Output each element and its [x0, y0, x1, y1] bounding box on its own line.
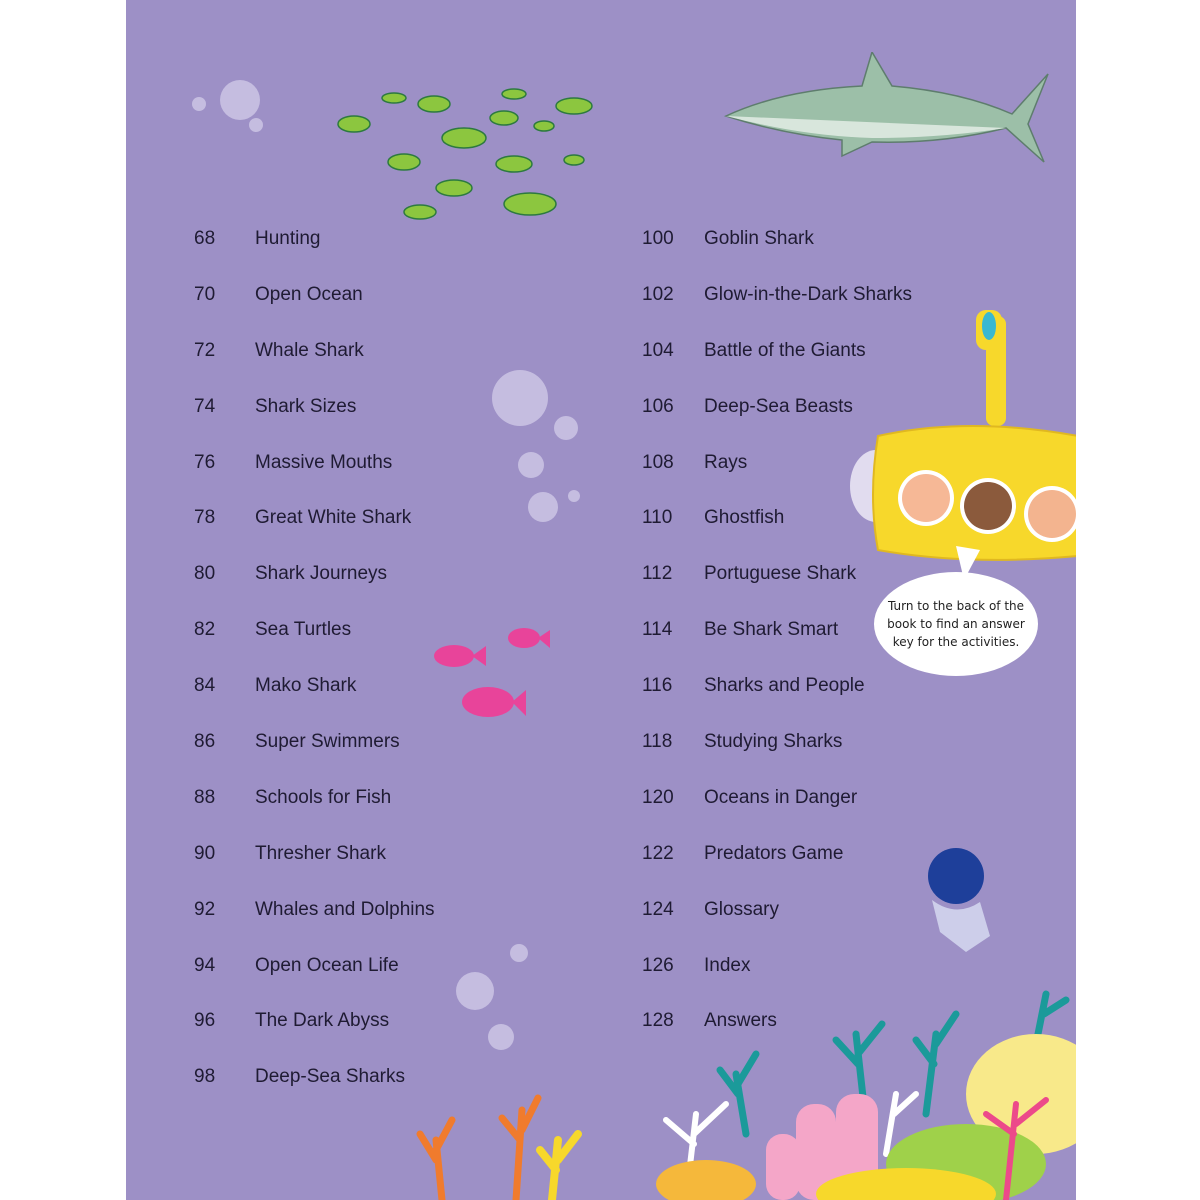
toc-title: Oceans in Danger	[704, 786, 858, 808]
bubble-icon	[249, 118, 263, 132]
toc-title: Whale Shark	[255, 339, 364, 361]
toc-title: Be Shark Smart	[704, 619, 839, 641]
toc-title: Open Ocean	[255, 283, 363, 305]
fish-school-icon	[334, 84, 614, 224]
toc-page-number: 82	[194, 619, 216, 641]
toc-title: Mako Shark	[255, 675, 357, 697]
toc-page-number: 106	[642, 395, 674, 417]
toc-page-number: 104	[642, 339, 674, 361]
toc-page-number: 126	[642, 954, 674, 976]
toc-title: Ghostfish	[704, 507, 785, 529]
toc-page-number: 98	[194, 1066, 216, 1088]
toc-page-number: 114	[642, 619, 673, 641]
toc-page-number: 94	[194, 954, 216, 976]
toc-page-number: 96	[194, 1010, 216, 1032]
coral-left-icon	[412, 1090, 602, 1200]
toc-title: Answers	[704, 1010, 777, 1032]
toc-title: Schools for Fish	[255, 786, 392, 808]
pink-fish-icon	[430, 622, 560, 726]
toc-page-number: 76	[194, 451, 216, 473]
toc-page-number: 100	[642, 228, 674, 249]
bubble-icon	[220, 80, 260, 120]
shark-icon	[722, 52, 1052, 168]
toc-page-number: 80	[194, 563, 216, 585]
toc-page-number: 128	[642, 1010, 674, 1032]
speech-bubble: Turn to the back of the book to find an answer key for the activities.	[874, 572, 1038, 676]
toc-page-number: 72	[194, 339, 216, 361]
toc-title: Rays	[704, 451, 748, 473]
toc-title: Battle of the Giants	[704, 339, 866, 361]
toc-page-number: 92	[194, 898, 216, 920]
toc-title: Open Ocean Life	[255, 954, 399, 976]
toc-page-number: 90	[194, 842, 216, 864]
toc-title: Shark Sizes	[255, 395, 357, 417]
toc-title: Shark Journeys	[255, 563, 388, 585]
submarine-icon	[848, 306, 1076, 576]
toc-page-number: 86	[194, 731, 216, 753]
toc-title: Glow-in-the-Dark Sharks	[704, 283, 912, 305]
book-page	[126, 0, 1076, 1200]
toc-page-number: 102	[642, 283, 674, 305]
toc-title: Deep-Sea Beasts	[704, 395, 853, 417]
toc-title: Glossary	[704, 898, 779, 920]
bubble-icon	[492, 370, 548, 426]
toc-title: Deep-Sea Sharks	[255, 1066, 405, 1088]
toc-title: Index	[704, 954, 751, 976]
toc-page-number: 84	[194, 675, 216, 697]
toc-page-number: 120	[642, 786, 674, 808]
toc-title: Whales and Dolphins	[255, 898, 435, 920]
toc-title: Sharks and People	[704, 675, 865, 697]
toc-page-number: 116	[642, 675, 673, 697]
toc-page-number: 124	[642, 898, 674, 920]
toc-page-number: 110	[642, 507, 673, 529]
toc-page-number: 118	[642, 731, 673, 753]
toc-title: Predators Game	[704, 842, 844, 864]
bubble-icon	[192, 97, 206, 111]
toc-title: Massive Mouths	[255, 451, 393, 473]
toc-title: Portuguese Shark	[704, 563, 857, 585]
jellyfish-icon	[926, 846, 1006, 956]
toc-page-number: 108	[642, 451, 674, 473]
toc-page-number: 74	[194, 395, 216, 417]
toc-title: Great White Shark	[255, 507, 412, 529]
toc-title: Goblin Shark	[704, 228, 814, 249]
toc-title: Hunting	[255, 228, 321, 249]
toc-page-number: 112	[642, 563, 673, 585]
toc-page-number: 78	[194, 507, 216, 529]
toc-title: The Dark Abyss	[255, 1010, 390, 1032]
toc-page-number: 70	[194, 283, 216, 305]
bubble-icon	[510, 944, 528, 962]
bubble-icon	[488, 1024, 514, 1050]
toc-page-number: 122	[642, 842, 674, 864]
toc-page-number: 88	[194, 786, 216, 808]
toc-title: Super Swimmers	[255, 731, 400, 753]
toc-title: Studying Sharks	[704, 731, 843, 753]
toc-title: Sea Turtles	[255, 619, 352, 641]
bubble-icon	[568, 490, 580, 502]
bubble-icon	[518, 452, 544, 478]
toc-page-number: 68	[194, 228, 216, 249]
bubble-icon	[528, 492, 558, 522]
bubble-icon	[554, 416, 578, 440]
bubble-icon	[456, 972, 494, 1010]
toc-title: Thresher Shark	[255, 842, 386, 864]
